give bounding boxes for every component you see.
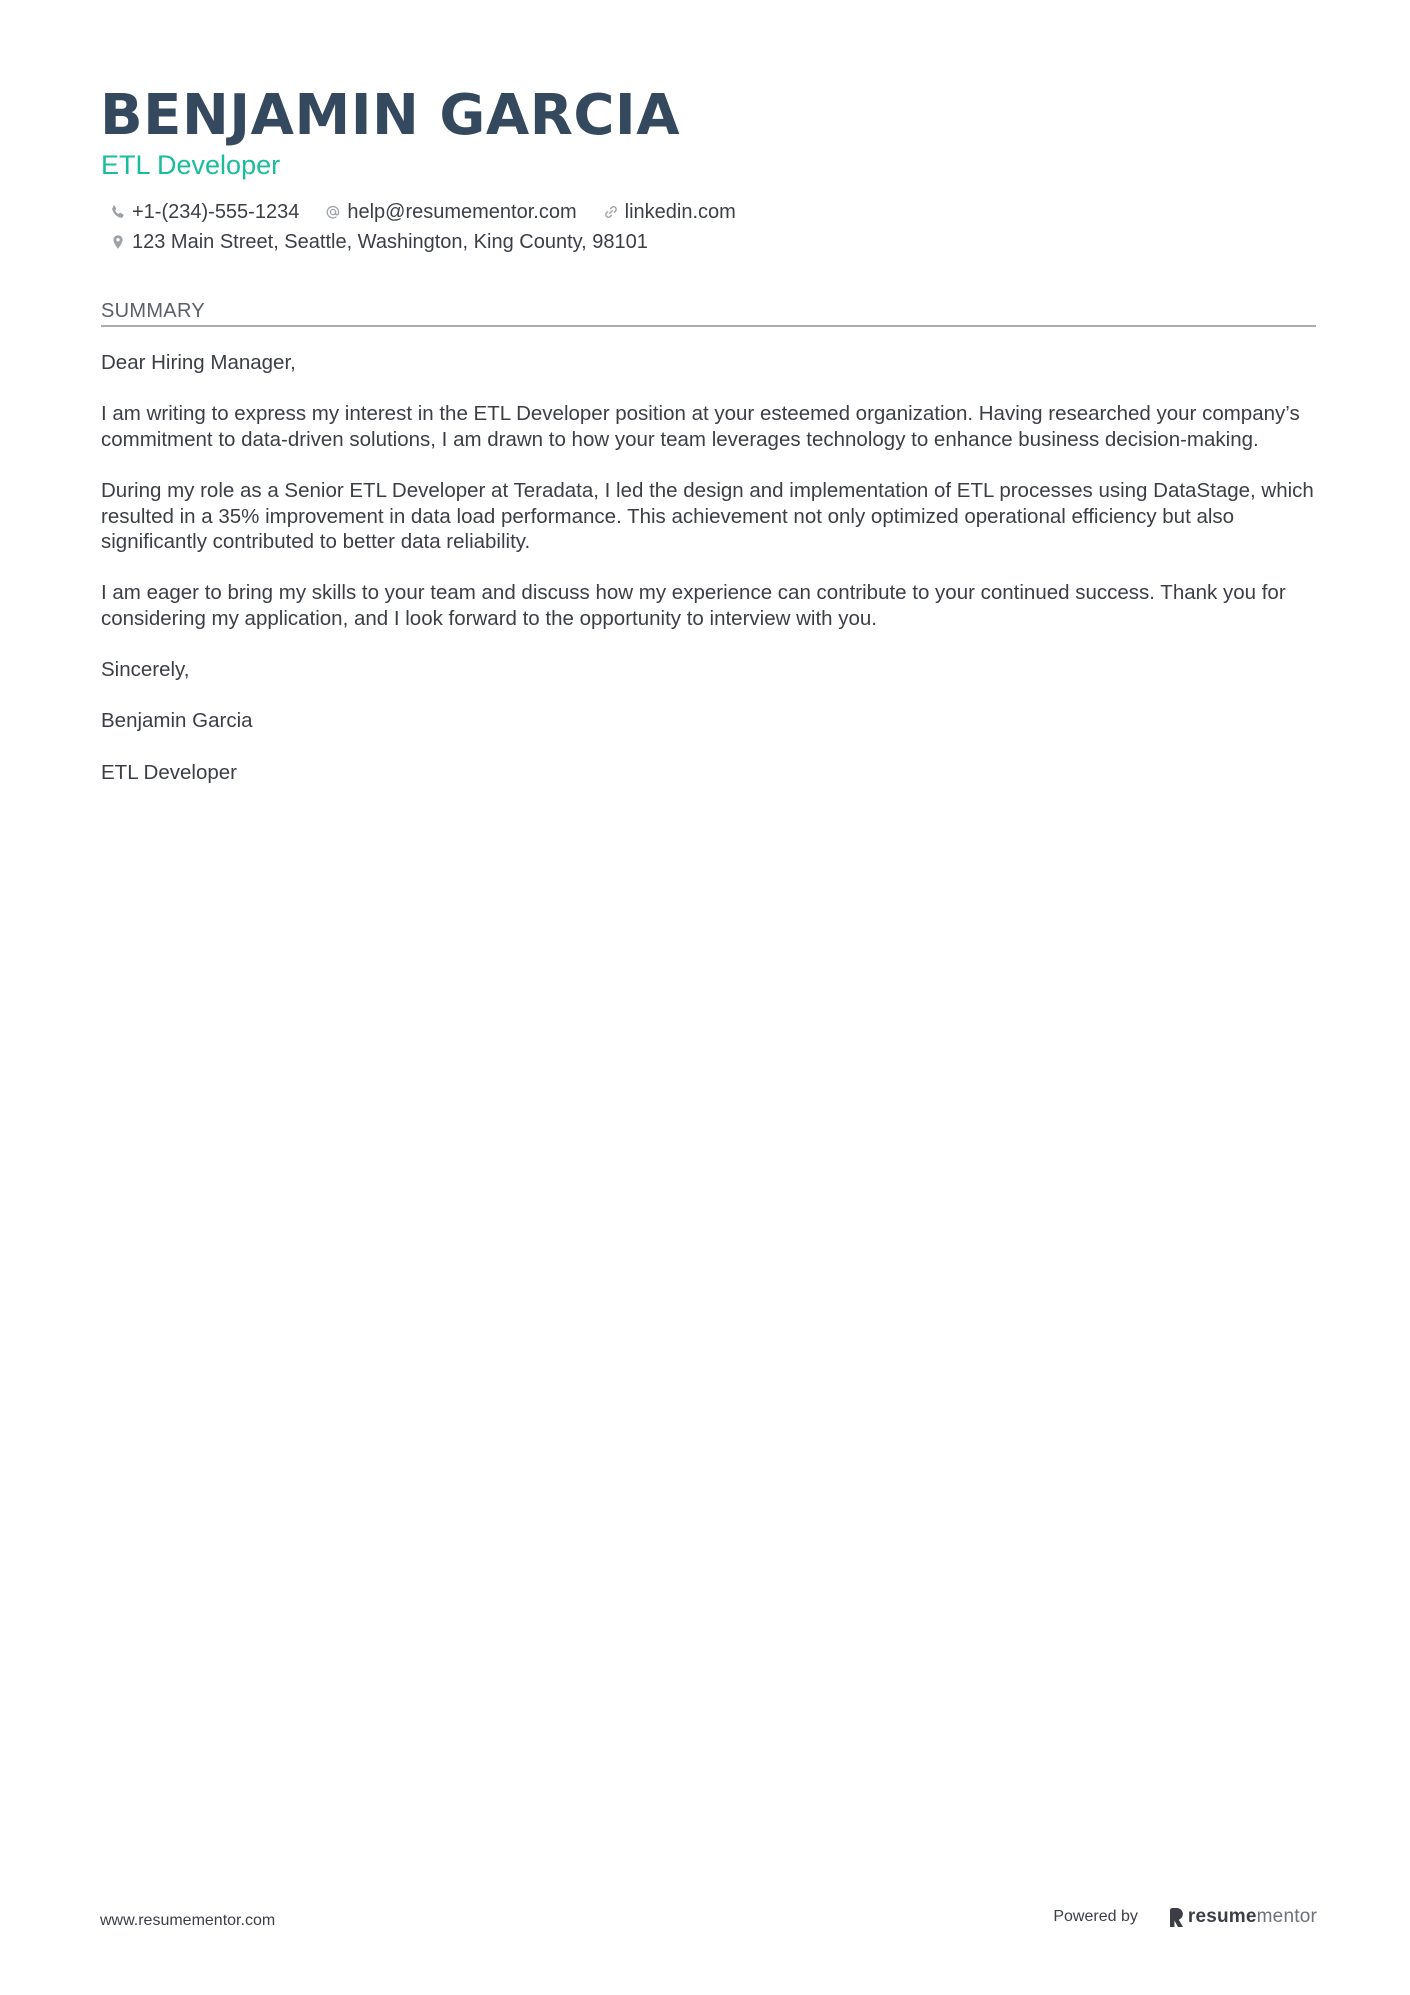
at-icon xyxy=(325,204,341,220)
salutation: Dear Hiring Manager, xyxy=(101,351,296,374)
brand-text-part1: resume xyxy=(1187,1906,1257,1927)
contact-row xyxy=(110,199,762,225)
powered-by-label: Powered by xyxy=(1053,1908,1138,1925)
brand-text-part2: mentor xyxy=(1256,1906,1317,1927)
footer-website[interactable]: www.resumementor.com xyxy=(100,1912,276,1929)
letter-paragraph-3: I am eager to bring my skills to your team and discuss how my experience can contribute to your continued success. Thank you for considering my application, and I look forward to the opportunity to interview with you. xyxy=(101,581,1286,630)
candidate-name: BENJAMIN GARCIA xyxy=(100,83,681,148)
closing: Sincerely, xyxy=(101,658,190,682)
contact-row-address xyxy=(110,229,674,255)
signature-title: ETL Developer xyxy=(101,760,237,784)
letter-paragraph-2: During my role as a Senior ETL Developer at Teradata, I led the design and implementation of ETL processes using DataStage, which resulted in a 35% improvement in data load performance. This achievement not only optimized operational efficiency but also significantly contributed to better data reliability. xyxy=(101,478,1314,554)
letter-body xyxy=(101,350,1317,811)
email-text: help@resumementor.com xyxy=(347,201,577,223)
website-text: linkedin.com xyxy=(624,201,736,223)
signature-name: Benjamin Garcia xyxy=(101,709,253,733)
footer-branding xyxy=(1053,1906,1317,1928)
phone-icon xyxy=(110,204,126,220)
contact-website[interactable] xyxy=(603,199,736,225)
location-pin-icon xyxy=(110,234,126,250)
contact-phone xyxy=(110,199,299,225)
section-divider xyxy=(101,325,1316,327)
brand-logo[interactable] xyxy=(1168,1906,1317,1928)
phone-text: +1-(234)-555-1234 xyxy=(132,201,300,223)
contact-email[interactable] xyxy=(325,199,576,225)
link-icon xyxy=(603,204,619,220)
contact-address xyxy=(110,229,648,255)
resumementor-logo-icon xyxy=(1168,1907,1184,1928)
address-text: 123 Main Street, Seattle, Washington, King County, 98101 xyxy=(132,231,648,253)
section-heading-summary: SUMMARY xyxy=(101,300,205,322)
letter-paragraph-1: I am writing to express my interest in the ETL Developer position at your esteemed organization. Having researched your company’s commitment to data-driven solutions, I am drawn to how your team leverages technology to enhance business decision-making. xyxy=(101,402,1300,451)
job-title: ETL Developer xyxy=(101,150,281,180)
